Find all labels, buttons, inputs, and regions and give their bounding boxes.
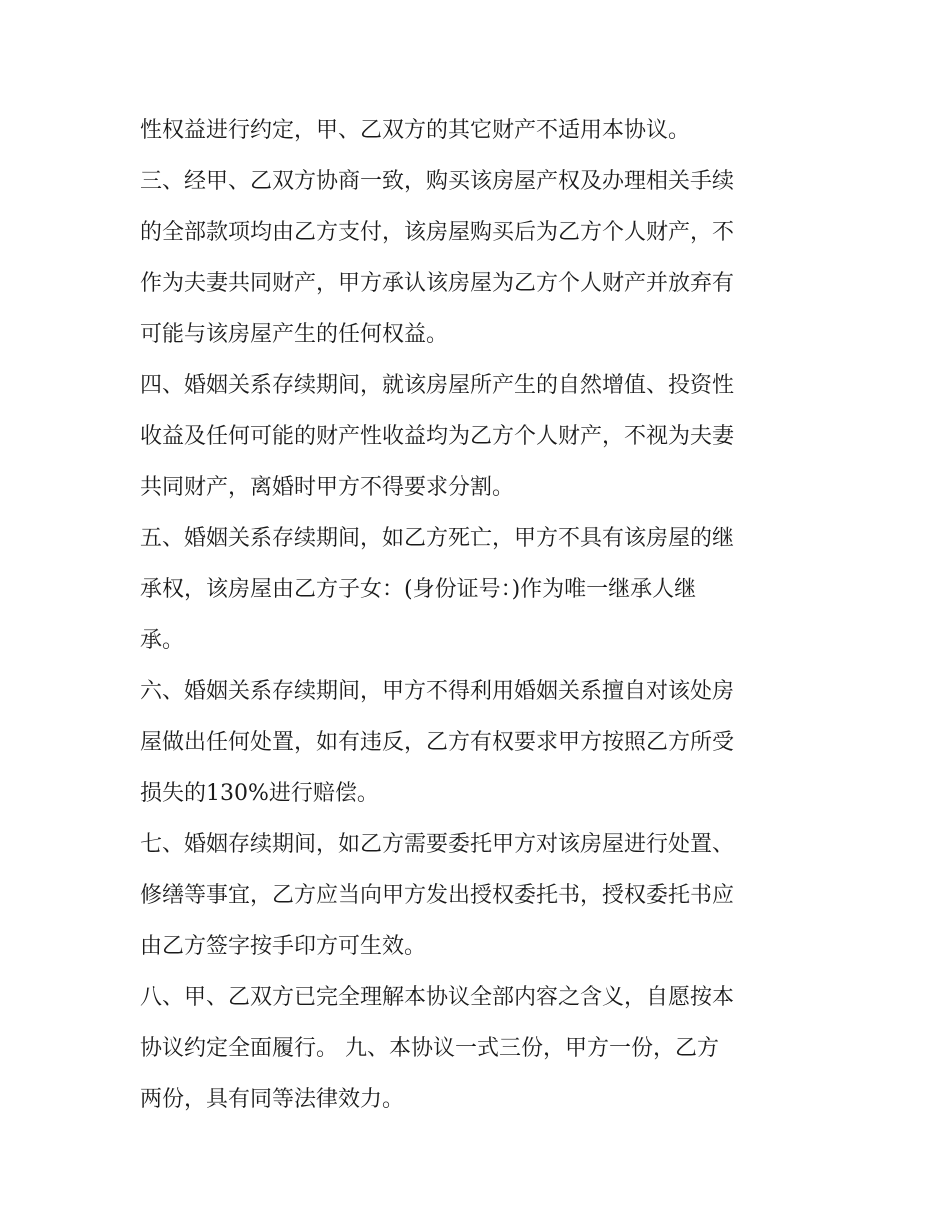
- text-line-13: 屋做出任何处置，如有违反，乙方有权要求甲方按照乙方所受: [140, 730, 735, 755]
- text-line-8: 共同财产，离婚时甲方不得要求分割。: [140, 475, 515, 500]
- text-line-19: 协议约定全面履行。 九、本协议一式三份，甲方一份，乙方: [140, 1036, 719, 1061]
- text-line-1: 性权益进行约定，甲、乙双方的其它财产不适用本协议。: [140, 118, 691, 143]
- text-line-20: 两份，具有同等法律效力。: [140, 1087, 405, 1112]
- agreement-body: [140, 105, 820, 1125]
- text-line-16: 修缮等事宜，乙方应当向甲方发出授权委托书，授权委托书应: [140, 883, 735, 908]
- text-line-3: 的全部款项均由乙方支付，该房屋购买后为乙方个人财产，不: [140, 220, 735, 245]
- text-line-6: 四、婚姻关系存续期间，就该房屋所产生的自然增值、投资性: [140, 373, 735, 398]
- text-line-15: 七、婚姻存续期间，如乙方需要委托甲方对该房屋进行处置、: [140, 832, 735, 857]
- text-line-17: 由乙方签字按手印方可生效。: [140, 934, 427, 959]
- text-line-5: 可能与该房屋产生的任何权益。: [140, 322, 449, 347]
- text-line-11: 承。: [140, 628, 185, 653]
- text-line-18: 八、甲、乙双方已完全理解本协议全部内容之含义，自愿按本: [140, 985, 735, 1010]
- text-line-12: 六、婚姻关系存续期间，甲方不得利用婚姻关系擅自对该处房: [140, 679, 735, 704]
- text-line-9: 五、婚姻关系存续期间，如乙方死亡，甲方不具有该房屋的继: [140, 526, 735, 551]
- text-line-4: 作为夫妻共同财产，甲方承认该房屋为乙方个人财产并放弃有: [140, 271, 735, 296]
- text-line-7: 收益及任何可能的财产性收益均为乙方个人财产，不视为夫妻: [140, 424, 735, 449]
- text-line-14: 损失的130%进行赔偿。: [140, 781, 379, 806]
- text-line-2: 三、经甲、乙双方协商一致，购买该房屋产权及办理相关手续: [140, 169, 735, 194]
- text-line-10: 承权，该房屋由乙方子女：(身份证号：)作为唯一继承人继: [140, 577, 697, 602]
